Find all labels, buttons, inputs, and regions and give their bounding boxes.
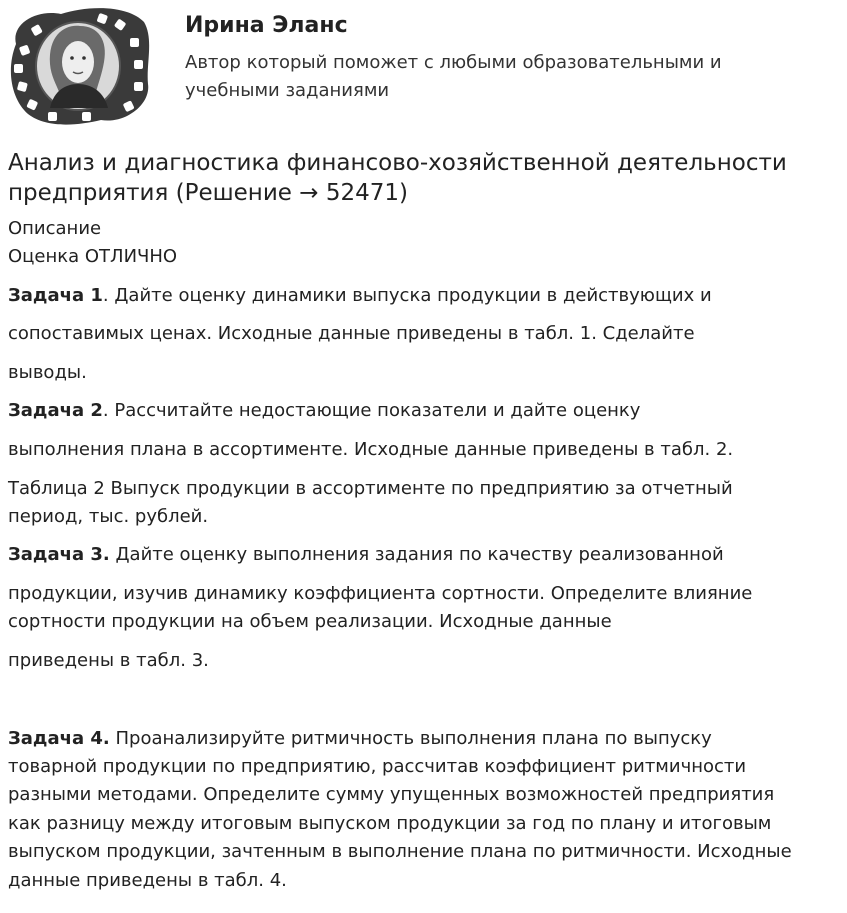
task3-line2: продукции, изучив динамику коэффициента сортности. Определите влияние [8, 583, 753, 604]
author-name: Ирина Эланс [185, 13, 348, 38]
task3-line3: сортности продукции на объем реализации. Исходные данные [8, 611, 612, 632]
author-description [185, 49, 805, 105]
task3-line1 [8, 541, 724, 569]
task1-line2: сопоставимых ценах. Исходные данные приведены в табл. 1. Сделайте [8, 323, 695, 344]
author-header [0, 0, 847, 130]
task4-text: Проанализируйте ритмичность выполнения плана по выпуску [109, 728, 712, 749]
task4-line2: товарной продукции по предприятию, рассчитав коэффициент ритмичности [8, 756, 747, 777]
task4-label: Задача 4. [8, 728, 110, 749]
author-description-line: учебными заданиями [185, 80, 390, 101]
table2-caption-line1: Таблица 2 Выпуск продукции в ассортименте по предприятию за отчетный [8, 478, 733, 499]
description-label: Описание [8, 218, 102, 239]
task2-label: Задача 2 [8, 400, 103, 421]
document-title [8, 148, 838, 208]
task2-line1 [8, 397, 640, 425]
task4-line1 [8, 725, 712, 753]
table2-caption-line2: период, тыс. рублей. [8, 506, 209, 527]
document-title-line: Анализ и диагностика финансово-хозяйственной деятельности [8, 150, 787, 176]
task4-line5: выпуском продукции, зачтенным в выполнение плана по ритмичности. Исходные [8, 841, 792, 862]
task4-line3: разными методами. Определите сумму упущенных возможностей предприятия [8, 784, 775, 805]
author-description-line: Автор который поможет с любыми образовательными и [185, 52, 722, 73]
author-avatar [6, 4, 152, 128]
task4-line6: данные приведены в табл. 4. [8, 870, 287, 891]
task1-label: Задача 1 [8, 285, 103, 306]
task3-line4: приведены в табл. 3. [8, 650, 209, 671]
task1-line1 [8, 282, 712, 310]
task1-text: . Дайте оценку динамики выпуска продукции в действующих и [102, 285, 712, 306]
grade: Оценка ОТЛИЧНО [8, 246, 178, 267]
task2-line2: выполнения плана в ассортименте. Исходные данные приведены в табл. 2. [8, 439, 734, 460]
task3-text: Дайте оценку выполнения задания по качеству реализованной [109, 544, 724, 565]
task3-label: Задача 3. [8, 544, 110, 565]
document-title-line: предприятия (Решение → 52471) [8, 180, 408, 206]
task4-line4: как разницу между итоговым выпуском продукции за год по плану и итоговым [8, 813, 772, 834]
task1-line3: выводы. [8, 362, 87, 383]
task2-text: . Рассчитайте недостающие показатели и дайте оценку [102, 400, 641, 421]
